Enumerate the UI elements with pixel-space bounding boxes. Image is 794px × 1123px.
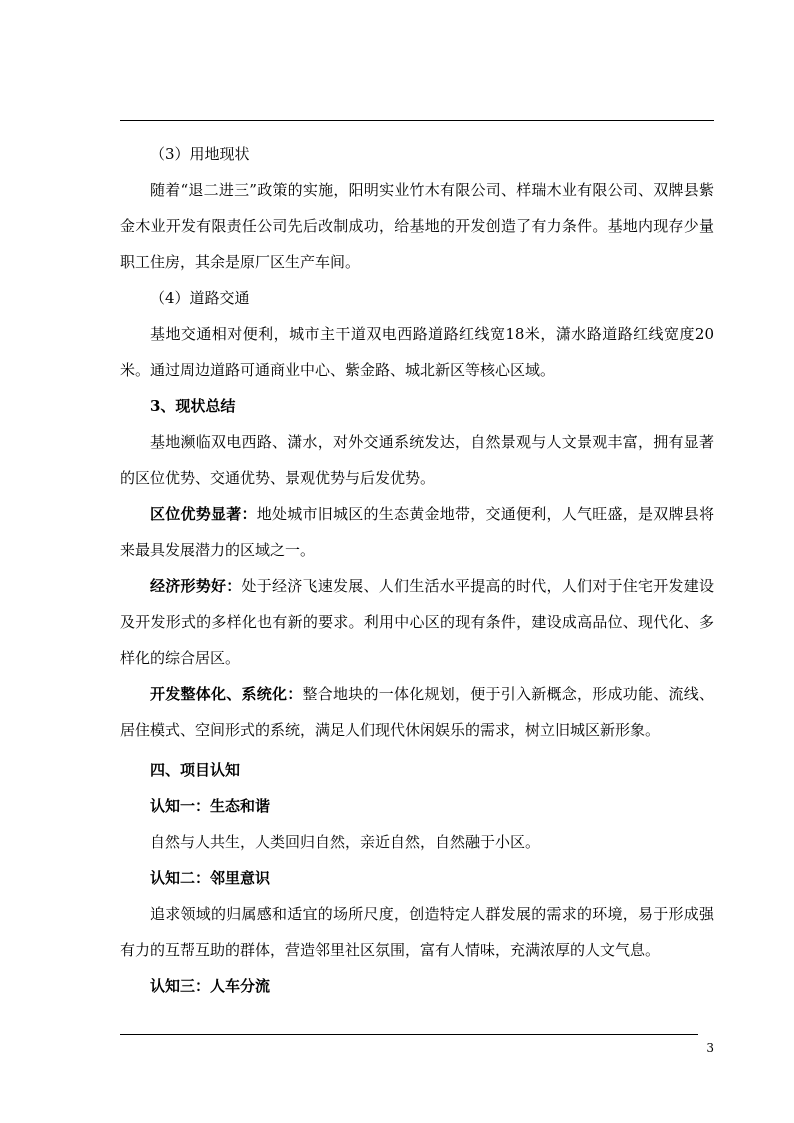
footer-rule [120, 1034, 698, 1035]
location-advantage-text: 地处城市旧城区的生态黄金地带，交通便利，人气旺盛，是双牌县将来最具发展潜力的区域之一。 [120, 505, 714, 559]
section-heading-project-cognition: 四、项目认知 [150, 761, 241, 779]
location-advantage-label: 区位优势显著： [150, 505, 257, 523]
header-rule [120, 120, 714, 121]
paragraph-economic-situation [120, 568, 714, 676]
cognition-heading-ecology: 认知一：生态和谐 [150, 797, 271, 815]
paragraph-location-advantage [120, 496, 714, 568]
paragraph-road-traffic: 基地交通相对便利，城市主干道双电西路道路红线宽18米，潇水路道路红线宽度20米。通过周边道路可通商业中心、紫金路、城北新区等核心区域。 [120, 325, 714, 379]
economic-situation-text: 处于经济飞速发展、人们生活水平提高的时代，人们对于住宅开发建设及开发形式的多样化也有新的要求。利用中心区的现有条件，建设成高品位、现代化、多样化的综合居区。 [120, 577, 714, 667]
integrated-development-label: 开发整体化、系统化： [150, 685, 303, 703]
cognition-heading-neighborhood: 认知二：邻里意识 [150, 869, 271, 887]
page-number: 3 [706, 1041, 714, 1055]
economic-situation-label: 经济形势好： [150, 577, 242, 595]
integrated-development-text: 整合地块的一体化规划，便于引入新概念，形成功能、流线、居住模式、空间形式的系统，满足人们现代休闲娱乐的需求，树立旧城区新形象。 [120, 685, 714, 739]
cognition-text-neighborhood: 追求领域的归属感和适宜的场所尺度，创造特定人群发展的需求的环境，易于形成强有力的互帮互助的群体，营造邻里社区氛围，富有人情味，充满浓厚的人文气息。 [120, 905, 714, 959]
cognition-heading-pedestrian-vehicle: 认知三：人车分流 [150, 977, 271, 995]
section-heading-status-summary: 3、现状总结 [150, 397, 236, 415]
cognition-text-ecology: 自然与人共生，人类回归自然，亲近自然，自然融于小区。 [150, 833, 541, 851]
paragraph-land-status: 随着“退二进三”政策的实施，阳明实业竹木有限公司、样瑞木业有限公司、双牌县紫金木业开发有限责任公司先后改制成功，给基地的开发创造了有力条件。基地内现存少量职工住房，其余是原厂区生产车间。 [120, 181, 714, 271]
document-body [120, 136, 714, 1004]
paragraph-integrated-development [120, 676, 714, 748]
section-heading-land-status: （3）用地现状 [150, 145, 250, 163]
section-heading-road-traffic: （4）道路交通 [150, 289, 250, 307]
paragraph-status-summary: 基地濒临双电西路、潇水，对外交通系统发达，自然景观与人文景观丰富，拥有显著的区位优势、交通优势、景观优势与后发优势。 [120, 433, 714, 487]
